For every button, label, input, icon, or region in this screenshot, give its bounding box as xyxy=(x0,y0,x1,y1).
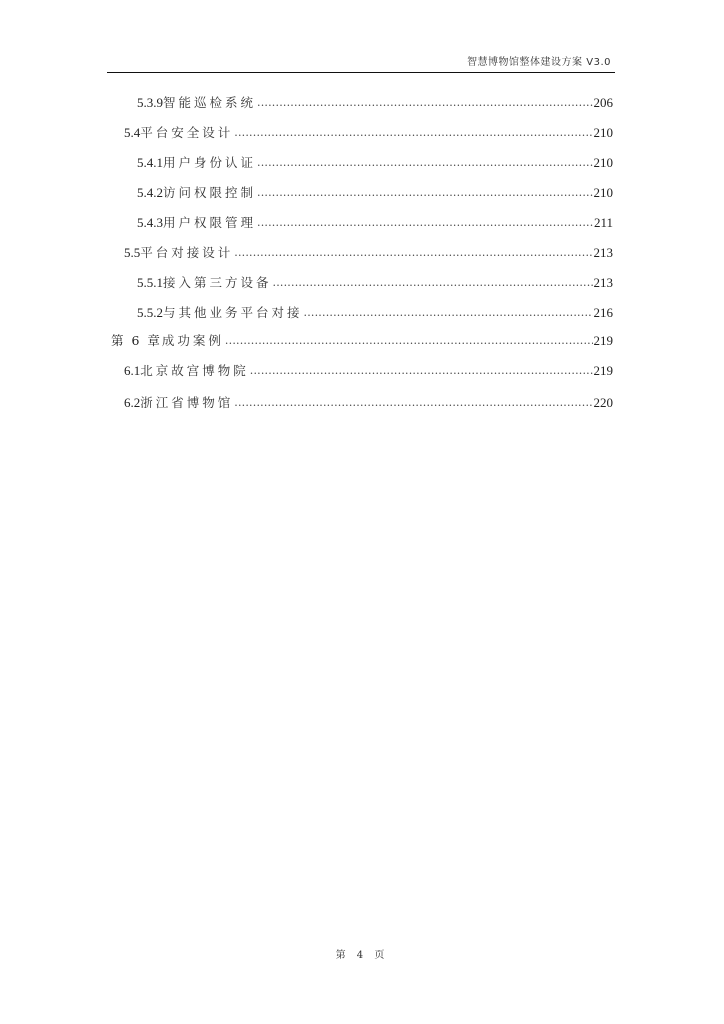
toc-entry-title: 北京故宫博物院 xyxy=(140,363,249,378)
toc-entry-title: 用户权限管理 xyxy=(163,215,257,230)
toc-dot-leader xyxy=(257,213,593,233)
toc-entry-page: 206 xyxy=(593,95,613,110)
toc-entry-number: 5.4 xyxy=(124,125,141,140)
toc-entry[interactable] xyxy=(124,123,613,143)
toc-entry-title: 平台对接设计 xyxy=(140,245,234,260)
toc-entry[interactable] xyxy=(124,243,613,263)
toc-entry[interactable] xyxy=(124,393,613,413)
toc-entry[interactable] xyxy=(137,303,613,323)
toc-entry-title: 平台安全设计 xyxy=(140,125,234,140)
toc-entry-page: 219 xyxy=(593,333,613,348)
toc-entry-page: 213 xyxy=(593,275,613,290)
toc-entry-title: 成功案例 xyxy=(161,333,224,348)
toc-entry[interactable] xyxy=(137,93,613,113)
toc-entry-page: 211 xyxy=(593,215,613,230)
toc-entry-page: 219 xyxy=(593,363,613,378)
toc-entry-number: 第 6 章 xyxy=(111,333,162,348)
page-number-footer: 第 4 页 xyxy=(335,950,389,961)
toc-entry-page: 213 xyxy=(593,245,613,260)
toc-entry-title: 与其他业务平台对接 xyxy=(163,305,303,320)
toc-entry-title: 接入第三方设备 xyxy=(163,275,272,290)
toc-entry-number: 5.4.3 xyxy=(137,215,163,230)
toc-entry-page: 216 xyxy=(593,305,613,320)
toc-dot-leader xyxy=(257,153,592,173)
toc-entry-number: 5.4.1 xyxy=(137,155,163,170)
toc-entry-title: 浙江省博物馆 xyxy=(140,395,234,410)
toc-entry-page: 210 xyxy=(593,125,613,140)
toc-dot-leader xyxy=(257,93,592,113)
toc-entry-number: 5.5 xyxy=(124,245,141,260)
toc-dot-leader xyxy=(257,183,592,203)
toc-entry-number: 6.1 xyxy=(124,363,141,378)
toc-entry-chapter[interactable] xyxy=(111,331,613,351)
toc-dot-leader xyxy=(250,361,593,381)
toc-dot-leader xyxy=(234,393,592,413)
toc-dot-leader xyxy=(273,273,593,293)
toc-entry-page: 210 xyxy=(593,155,613,170)
toc-entry[interactable] xyxy=(137,153,613,173)
toc-dot-leader xyxy=(304,303,593,323)
toc-entry-number: 6.2 xyxy=(124,395,141,410)
toc-entry[interactable] xyxy=(137,183,613,203)
toc-entry[interactable] xyxy=(137,273,613,293)
toc-entry-number: 5.4.2 xyxy=(137,185,163,200)
toc-dot-leader xyxy=(225,331,593,351)
toc-entry-number: 5.5.1 xyxy=(137,275,163,290)
toc-entry-title: 智能巡检系统 xyxy=(163,95,257,110)
toc-entry-title: 用户身份认证 xyxy=(163,155,257,170)
toc-entry-title: 访问权限控制 xyxy=(163,185,257,200)
toc-entry[interactable] xyxy=(124,361,613,381)
toc-entry-page: 220 xyxy=(593,395,613,410)
toc-dot-leader xyxy=(234,123,592,143)
toc-entry-number: 5.3.9 xyxy=(137,95,163,110)
toc-entry-page: 210 xyxy=(593,185,613,200)
toc-dot-leader xyxy=(234,243,592,263)
document-header-title: 智慧博物馆整体建设方案 V3.0 xyxy=(467,57,611,68)
toc-entry[interactable] xyxy=(137,213,613,233)
toc-entry-number: 5.5.2 xyxy=(137,305,163,320)
